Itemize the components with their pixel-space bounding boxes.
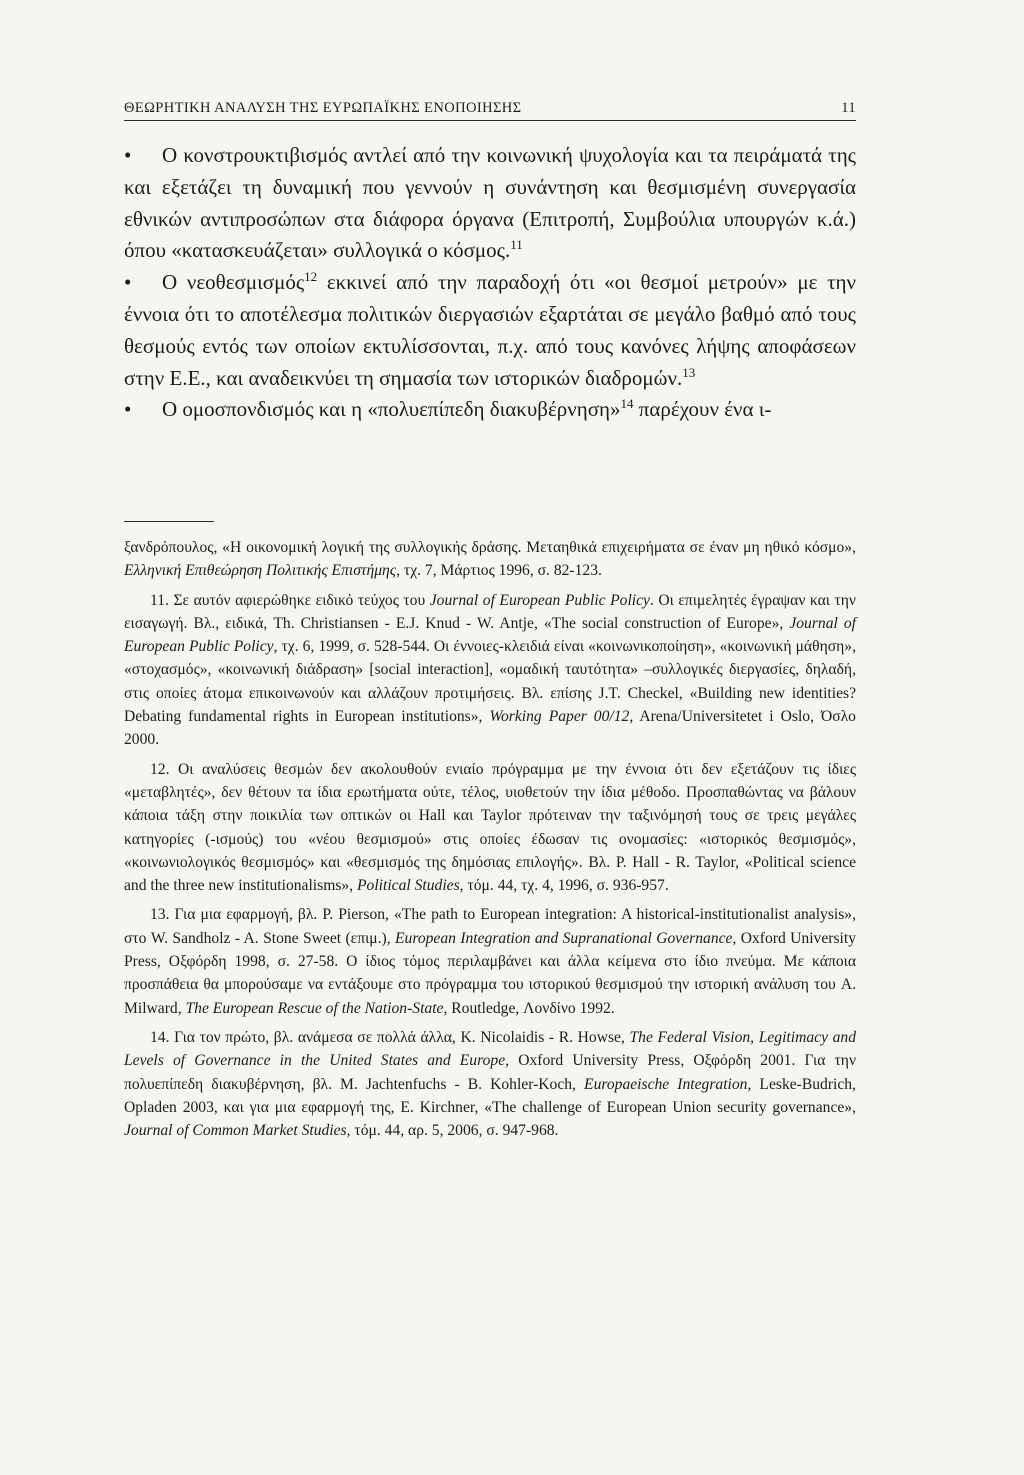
footnote-12 (124, 758, 856, 898)
footnote-italic-title: European Integration and Supranational Governance (395, 929, 733, 947)
footnote-ref[interactable]: 11 (510, 237, 523, 253)
footnote-italic-title: Working Paper 00/12 (489, 708, 630, 726)
footnote-continuation (124, 536, 856, 583)
footnote-ref[interactable]: 12 (304, 269, 318, 285)
footnote-italic-title: Journal of European Public Policy (124, 614, 856, 656)
footnote-italic-title: The Federal Vision, Legitimacy and Levels of Governance in the United States and Europe (124, 1028, 857, 1070)
footnote-number: 12. (150, 760, 170, 778)
footnote-14 (124, 1026, 856, 1142)
footnote-text: Οι αναλύσεις θεσμών δεν ακολουθούν ενιαίο πρόγραμμα με την έννοια ότι δεν εξετάζουν τις ίδιες «μεταβλητές», δεν θέτουν τα ίδια ερωτήματα ούτε, τέλος, υιοθετούν την ίδια μέθοδο. Προσπαθώντας να βάλουν κάποια τάξη στην ποικιλία των οπτικών οι Hall και Taylor πρότειναν την ταξινόμησή τους σε τρεις μεγάλες κατηγορίες (-ισμούς) του «νέου θεσμισμού» στις οποίες έδωσαν τις ονομασίες: «ιστορικός θεσμισμός», «κοινωνιολογικός θεσμισμός» και «θεσμισμός της δημόσιας επιλογής». Βλ. P. Hall - R. Taylor, «Political science and the three new institutionalisms», (124, 760, 856, 895)
footnote-text: , Routledge, Λονδίνο 1992. (443, 999, 615, 1017)
footnote-text: , τόμ. 44, αρ. 5, 2006, σ. 947-968. (346, 1122, 559, 1140)
running-title: ΘΕΩΡΗΤΙΚΗ ΑΝΑΛΥΣΗ ΤΗΣ ΕΥΡΩΠΑΪΚΗΣ ΕΝΟΠΟΙΗΣΗΣ (124, 100, 522, 116)
footnote-text: . Οι επιμελητές έγραψαν και την εισαγωγή. Βλ., ειδικά, Th. Christiansen - E.J. Knud - W. Antje, «The social construction of Europe», (124, 591, 856, 632)
footnote-italic-title: Journal of Common Market Studies (124, 1122, 347, 1140)
bullet-icon: • (124, 397, 132, 422)
footnote-text: ξανδρόπουλος, «Η οικονομική λογική της συλλογικής δράσης. Μεταηθικά επιχειρήματα σε έναν μη ηθικό κόσμο», (124, 539, 856, 556)
bullet-icon: • (124, 270, 132, 295)
bullet-text: παρέχουν ένα ι- (633, 397, 772, 422)
bullet-item-constructivism (124, 140, 856, 267)
footnote-text: , τόμ. 44, τχ. 4, 1996, σ. 936-957. (459, 877, 669, 895)
footnote-number: 13. (150, 906, 170, 924)
footnotes (124, 536, 856, 1148)
footnote-number: 14. (150, 1028, 170, 1046)
footnote-text: , τχ. 6, 1999, σ. 528-544. Οι έννοιες-κλειδιά είναι «κοινωνικοποίηση», «κοινωνική μάθηση», «στοχασμός», «κοινωνική διάδραση» [social interaction], «ομαδική ταυτότητα» –συλλογικές διεργασίες, δηλαδή, στις οποίες άτομα επικοινωνούν και αλλάζουν προτιμήσεις. Βλ. επίσης J.T. Checkel, «Building new identities? Debating fundamental rights in European institutions», (124, 638, 856, 726)
footnote-11 (124, 589, 856, 752)
running-header (124, 100, 856, 121)
footnote-text: Σε αυτόν αφιερώθηκε ειδικό τεύχος του (168, 591, 430, 609)
bullet-text: εκκινεί από την παραδοχή ότι «οι θεσμοί μετρούν» με την έννοια ότι το αποτέλεσμα πολιτικών διεργασιών εξαρτάται σε μεγάλο βαθμό από τους θεσμούς εντός των οποίων εκτυλίσσονται, π.χ. από τους κανόνες λήψης αποφάσεων στην Ε.Ε., και αναδεικνύει τη σημασία των ιστορικών διαδρομών. (124, 270, 856, 390)
footnote-italic-title: The European Rescue of the Nation-State (185, 999, 444, 1017)
bullet-text: Ο νεοθεσμισμός (162, 270, 305, 295)
bullet-item-neoinstitutionalism (124, 267, 856, 394)
footnote-text: , Arena/Universitetet i Oslo, Όσλο 2000. (124, 708, 856, 749)
footnote-number: 11. (150, 591, 169, 609)
footnote-italic-title: Journal of European Public Policy (429, 591, 650, 609)
bullet-text: Ο ομοσπονδισμός και η «πολυεπίπεδη διακυβέρνηση» (162, 397, 621, 422)
bullet-icon: • (124, 143, 132, 167)
footnote-ref[interactable]: 14 (620, 396, 634, 412)
footnote-text: Για τον πρώτο, βλ. ανάμεσα σε πολλά άλλα, K. Nicolaidis - R. Howse, (169, 1028, 630, 1046)
footnote-italic-title: Europaeische Integration (584, 1075, 748, 1093)
footnote-text: , Oxford University Press, Οξφόρδη 1998, σ. 27-58. Ο ίδιος τόμος περιλαμβάνει και άλλα κείμενα στο ίδιο πνεύμα. Με κάποια προσπάθεια θα μπορούσαμε να εντάξουμε στο πρόγραμμα του ιστορικού θεσμισμού την ιστορική ανάλυση του A. Milward, (124, 929, 856, 1017)
footnote-italic-title: Ελληνική Επιθεώρηση Πολιτικής Επιστήμης (124, 562, 397, 580)
bullet-item-federalism (124, 394, 856, 426)
footnote-italic-title: Political Studies (357, 877, 460, 895)
footnote-text: , τχ. 7, Μάρτιος 1996, σ. 82-123. (396, 562, 602, 580)
footnote-divider (124, 521, 214, 522)
footnote-text: , Oxford University Press, Οξφόρδη 2001. Για την πολυεπίπεδη διακυβέρνηση, βλ. M. Jachtenfuchs - B. Kohler-Koch, (124, 1052, 857, 1093)
bullet-text: Ο κονστρουκτιβισμός αντλεί από την κοινωνική ψυχολογία και τα πειράματά της και εξετάζει τη δυναμική που γεννούν η συνάντηση και θεσμισμένη συνεργασία εθνικών αντιπροσώπων στα διάφορα όργανα (Επιτροπή, Συμβούλια υπουργών κ.ά.) όπου «κατασκευάζεται» συλλογικά ο κόσμος. (124, 143, 856, 263)
page-number: 11 (841, 100, 856, 116)
main-text (124, 140, 856, 426)
footnote-text: Για μια εφαρμογή, βλ. P. Pierson, «The path to European integration: A historical-institutionalist analysis», στο W. Sandholz - A. Stone Sweet (επιμ.), (124, 906, 856, 947)
footnote-text: , Leske-Budrich, Opladen 2003, και για μια εφαρμογή της, E. Kirchner, «The challenge of European Union security governance», (124, 1075, 856, 1116)
footnote-ref[interactable]: 13 (682, 364, 696, 380)
footnote-13 (124, 903, 856, 1019)
